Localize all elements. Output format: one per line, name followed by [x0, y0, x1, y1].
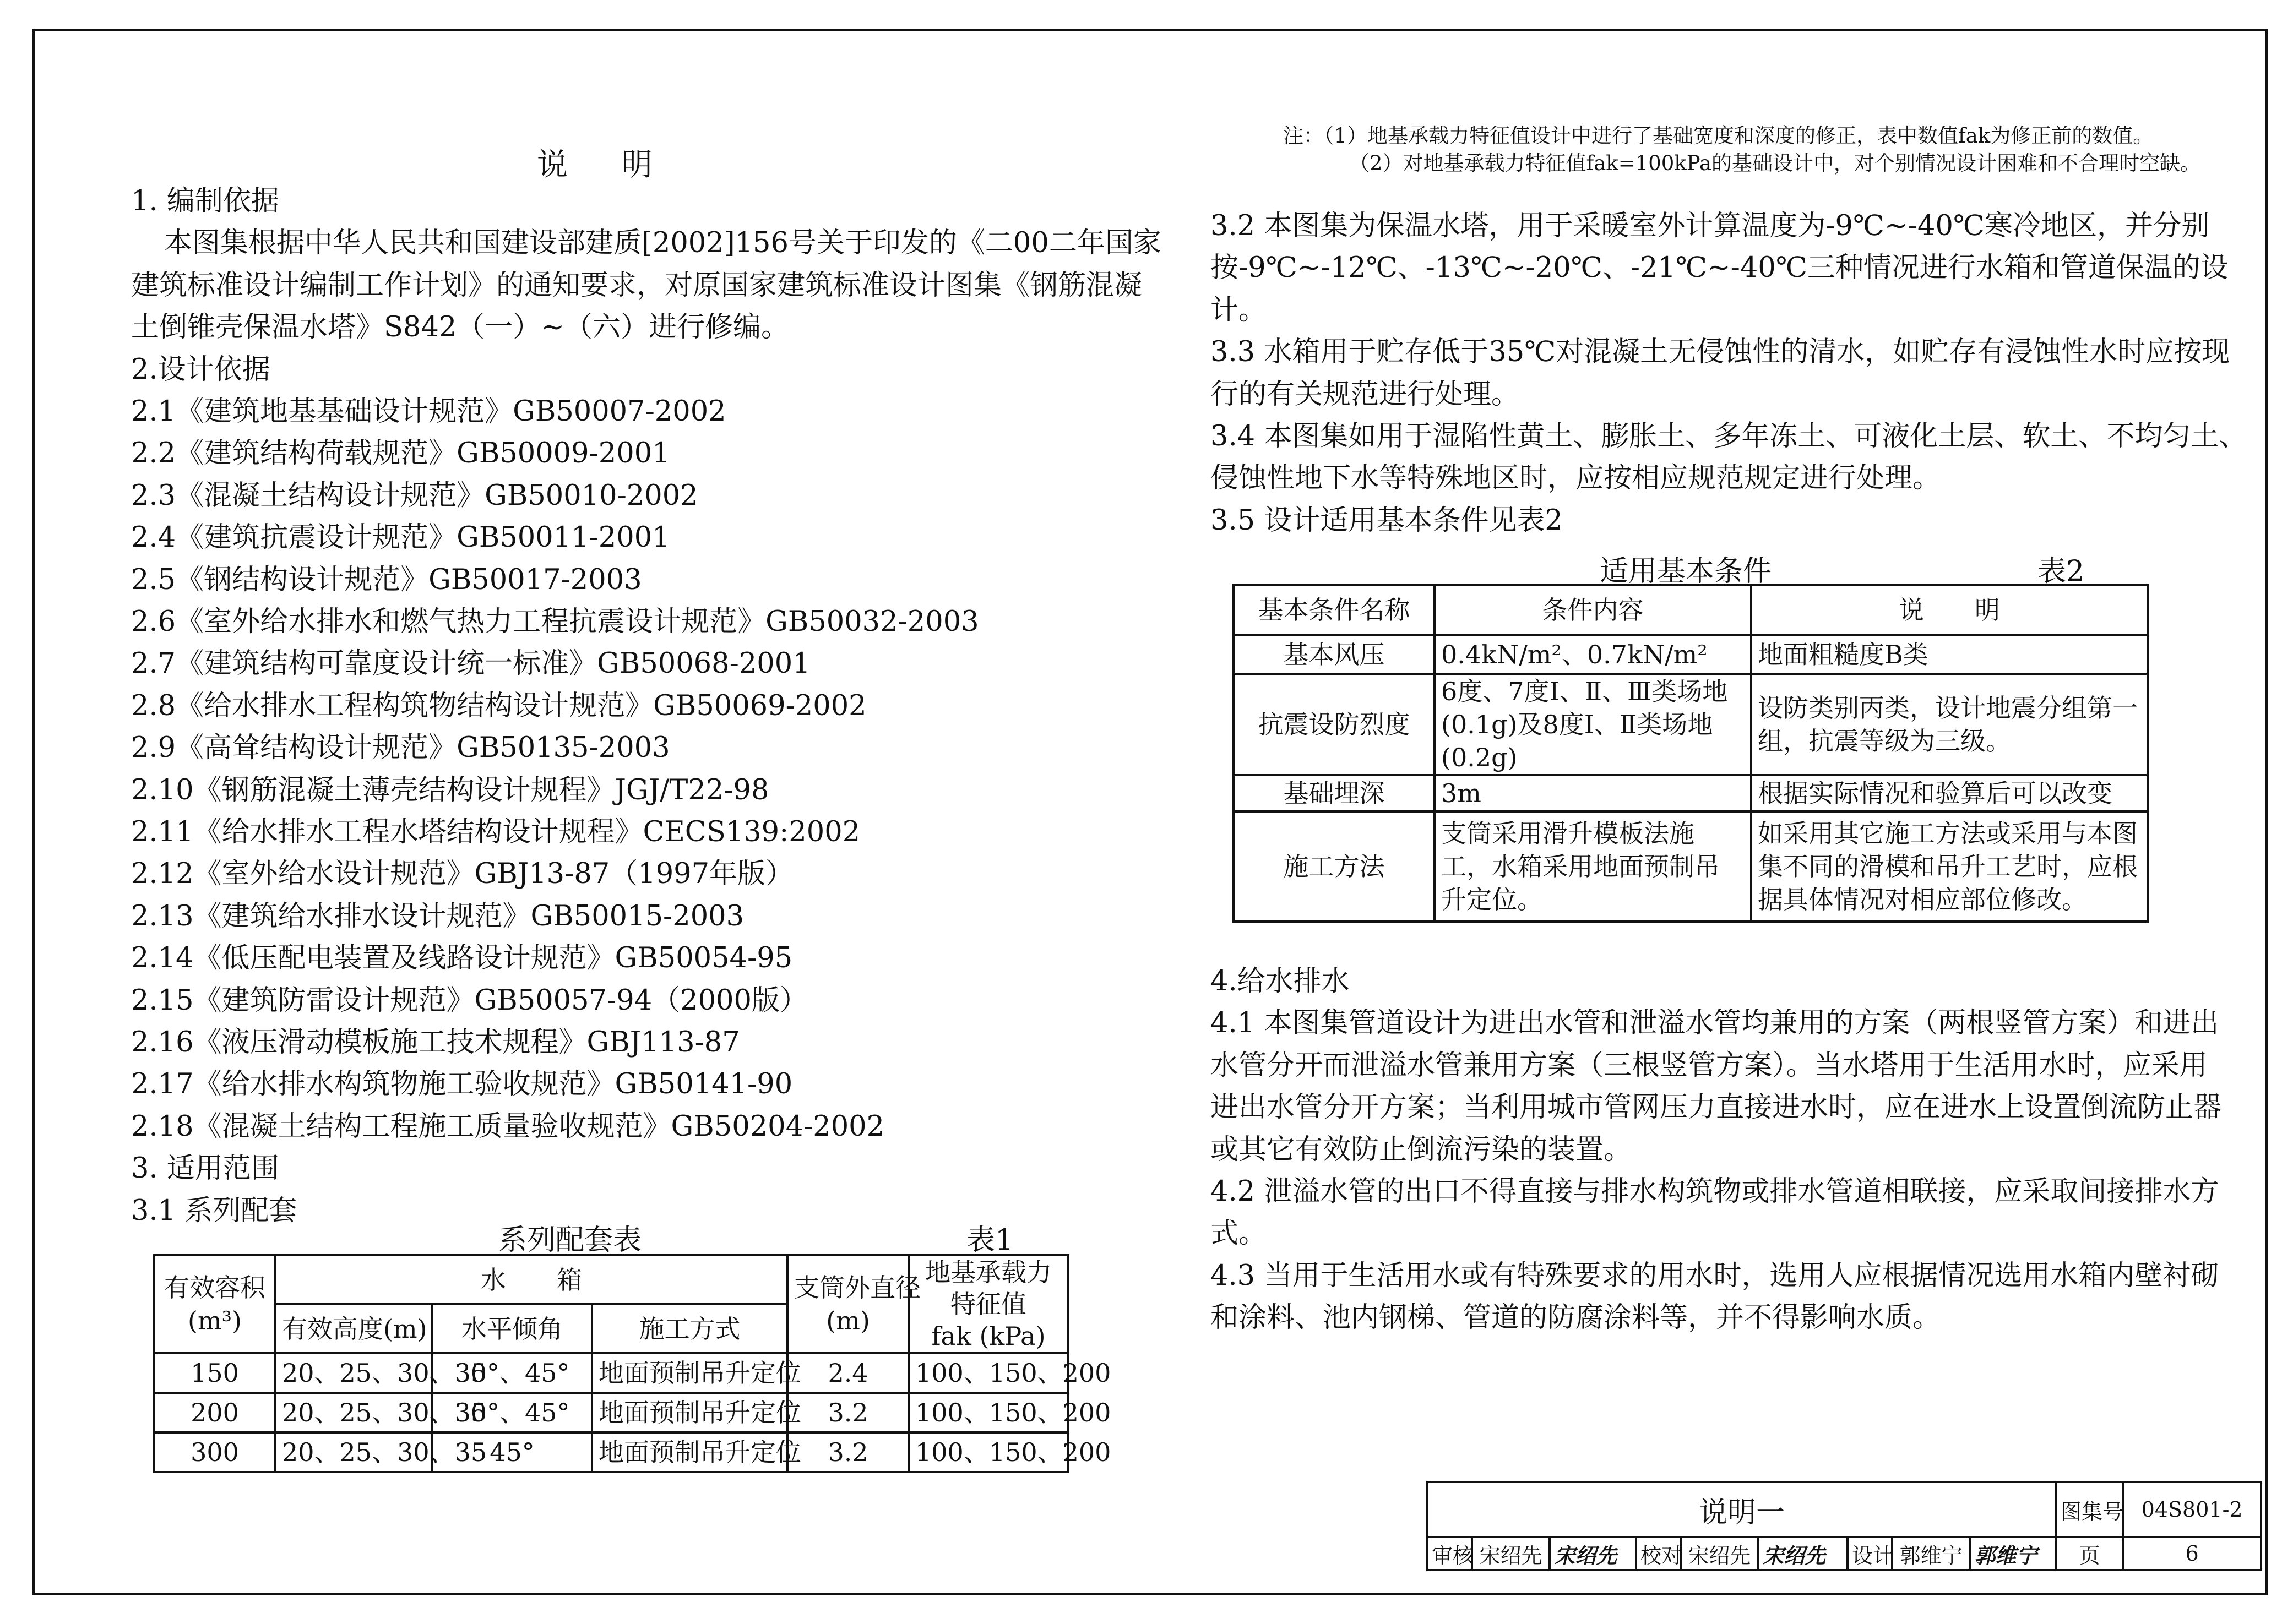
th-method: 施工方式	[592, 1304, 787, 1353]
table-row: 200 20、25、30、35 30°、45° 地面预制吊升定位 3.2 100、150、200	[154, 1393, 1068, 1432]
text-line: 2.6《室外给水排水和燃气热力工程抗震设计规范》GB50032-2003	[131, 606, 979, 638]
text-line: 4.2 泄溢水管的出口不得直接与排水构筑物或排水管道相联接，应采取间接排水方	[1210, 1175, 2219, 1208]
text-line: 本图集根据中华人民共和国建设部建质[2002]156号关于印发的《二00二年国家	[164, 227, 1161, 260]
atlas-label: 图集号	[2056, 1482, 2123, 1537]
text-line: 2.15《建筑防雷设计规范》GB50057-94（2000版）	[131, 984, 808, 1017]
th-height: 有效高度(m)	[275, 1304, 432, 1353]
text-line: 2.10《钢筋混凝土薄壳结构设计规程》JGJ/T22-98	[131, 773, 769, 806]
review-signature: 宋绍先	[1550, 1537, 1636, 1570]
text-line: 建筑标准设计编制工作计划》的通知要求，对原国家建筑标准设计图集《钢筋混凝	[131, 269, 1143, 302]
th-diameter: 支筒外直径 (m)	[787, 1255, 909, 1353]
design-name: 郭维宁	[1892, 1537, 1970, 1570]
text-line: 行的有关规范进行处理。	[1210, 378, 1520, 411]
drawing-title: 说明一	[1427, 1482, 2056, 1537]
design-signature: 郭维宁	[1970, 1537, 2056, 1570]
text-line: 2.11《给水排水工程水塔结构设计规程》CECS139:2002	[131, 816, 861, 848]
text-line: 4.1 本图集管道设计为进出水管和泄溢水管均兼用的方案（两根竖管方案）和进出	[1210, 1007, 2219, 1040]
review-name: 宋绍先	[1472, 1537, 1550, 1570]
text-line: 和涂料、池内钢梯、管道的防腐涂料等，并不得影响水质。	[1210, 1301, 1941, 1334]
table-row: 150 20、25、30、35 30°、45° 地面预制吊升定位 2.4 100、150、200	[154, 1353, 1068, 1393]
text-line: 进出水管分开方案；当利用城市管网压力直接进水时，应在进水上设置倒流防止器	[1210, 1091, 2222, 1124]
text-line: 2.12《室外给水设计规范》GBJ13-87（1997年版）	[131, 858, 794, 891]
table-row: 基础埋深 3m 根据实际情况和验算后可以改变	[1234, 775, 2148, 811]
text-line: 2.设计依据	[131, 353, 270, 386]
text-line: 按-9℃~-12℃、-13℃~-20℃、-21℃~-40℃三种情况进行水箱和管道保温的设	[1210, 252, 2229, 285]
table-row: 基本风压 0.4kN/m²、0.7kN/m² 地面粗糙度B类	[1234, 635, 2148, 674]
text-line: 式。	[1210, 1217, 1267, 1250]
table1-number: 表1	[966, 1224, 1014, 1257]
th-tank: 水 箱	[275, 1255, 787, 1304]
text-line: 2.2《建筑结构荷载规范》GB50009-2001	[131, 437, 670, 470]
text-line: 4.3 当用于生活用水或有特殊要求的用水时，选用人应根据情况选用水箱内壁衬砌	[1210, 1259, 2219, 1292]
th-bearing: 地基承载力特征值 fak (kPa)	[909, 1255, 1068, 1353]
text-line: 侵蚀性地下水等特殊地区时，应按相应规范规定进行处理。	[1210, 462, 1941, 495]
text-line: 3.4 本图集如用于湿陷性黄土、膨胀土、多年冻土、可液化土层、软土、不均匀土、	[1210, 420, 2247, 453]
check-name: 宋绍先	[1681, 1537, 1758, 1570]
text-line: 2.4《建筑抗震设计规范》GB50011-2001	[131, 521, 670, 554]
th-condition-name: 基本条件名称	[1234, 585, 1435, 635]
text-line: 2.9《高耸结构设计规范》GB50135-2003	[131, 732, 670, 765]
table-row: 300 20、25、30、35 45° 地面预制吊升定位 3.2 100、150、200	[154, 1432, 1068, 1472]
text-line: 2.5《钢结构设计规范》GB50017-2003	[131, 563, 642, 596]
text-line: 2.14《低压配电装置及线路设计规范》GB50054-95	[131, 942, 793, 975]
series-table	[153, 1254, 1111, 1473]
th-volume: 有效容积 (m³)	[154, 1255, 275, 1353]
table2-caption: 适用基本条件	[1600, 555, 1772, 588]
text-line: 4.给水排水	[1210, 965, 1350, 998]
text-line: 1. 编制依据	[131, 185, 279, 217]
text-line: 2.1《建筑地基基础设计规范》GB50007-2002	[131, 395, 726, 428]
text-line: 2.3《混凝土结构设计规范》GB50010-2002	[131, 479, 698, 512]
text-line: 土倒锥壳保温水塔》S842（一）~（六）进行修编。	[131, 311, 790, 344]
text-line: 2.8《给水排水工程构筑物结构设计规范》GB50069-2002	[131, 689, 867, 722]
text-line: 2.16《液压滑动模板施工技术规程》GBJ113-87	[131, 1026, 740, 1059]
check-signature: 宋绍先	[1758, 1537, 1848, 1570]
text-line: 3.3 水箱用于贮存低于35℃对混凝土无侵蚀性的清水，如贮存有浸蚀性水时应按现	[1210, 336, 2230, 369]
table1-caption: 系列配套表	[498, 1224, 642, 1257]
text-line: 2.17《给水排水构筑物施工验收规范》GB50141-90	[131, 1068, 793, 1101]
page-number: 6	[2123, 1537, 2261, 1570]
text-line: 2.13《建筑给水排水设计规范》GB50015-2003	[131, 900, 745, 933]
note-2: （2）对地基承载力特征值fak=100kPa的基础设计中，对个别情况设计困难和不合理时空缺。	[1349, 151, 2201, 175]
text-line: 3.1 系列配套	[131, 1194, 297, 1227]
page-label: 页	[2056, 1537, 2123, 1570]
page-title: 说 明	[537, 147, 675, 183]
table2-number: 表2	[2037, 555, 2085, 588]
text-line: 2.7《建筑结构可靠度设计统一标准》GB50068-2001	[131, 647, 811, 680]
conditions-table	[1232, 584, 2149, 923]
note-1: 注：（1）地基承载力特征值设计中进行了基础宽度和深度的修正，表中数值fak为修正前的数值。	[1283, 124, 2154, 148]
th-condition-desc: 说 明	[1751, 585, 2148, 635]
design-label: 设计	[1848, 1537, 1892, 1570]
text-line: 3.2 本图集为保温水塔，用于采暖室外计算温度为-9℃~-40℃寒冷地区，并分别	[1210, 210, 2209, 242]
table-row: 施工方法 支筒采用滑升模板法施工，水箱采用地面预制吊升定位。 如采用其它施工方法或采用与本图集不同的滑模和吊升工艺时，应根据具体情况对相应部位修改。	[1234, 811, 2148, 922]
text-line: 或其它有效防止倒流污染的装置。	[1210, 1133, 1632, 1166]
th-condition-content: 条件内容	[1435, 585, 1751, 635]
th-angle: 水平倾角	[432, 1304, 592, 1353]
check-label: 校对	[1636, 1537, 1681, 1570]
title-block	[1426, 1481, 2262, 1571]
table-row: 抗震设防烈度 6度、7度Ⅰ、Ⅱ、Ⅲ类场地(0.1g)及8度Ⅰ、Ⅱ类场地(0.2g) 设防类别丙类，设计地震分组第一组，抗震等级为三级。	[1234, 674, 2148, 775]
text-line: 2.18《混凝土结构工程施工质量验收规范》GB50204-2002	[131, 1110, 885, 1143]
text-line: 计。	[1210, 293, 1267, 326]
text-line: 水管分开而泄溢水管兼用方案（三根竖管方案）。当水塔用于生活用水时，应采用	[1210, 1049, 2208, 1082]
review-label: 审核	[1427, 1537, 1472, 1570]
atlas-number: 04S801-2	[2123, 1482, 2261, 1537]
text-line: 3.5 设计适用基本条件见表2	[1210, 504, 1563, 537]
text-line: 3. 适用范围	[131, 1152, 279, 1185]
